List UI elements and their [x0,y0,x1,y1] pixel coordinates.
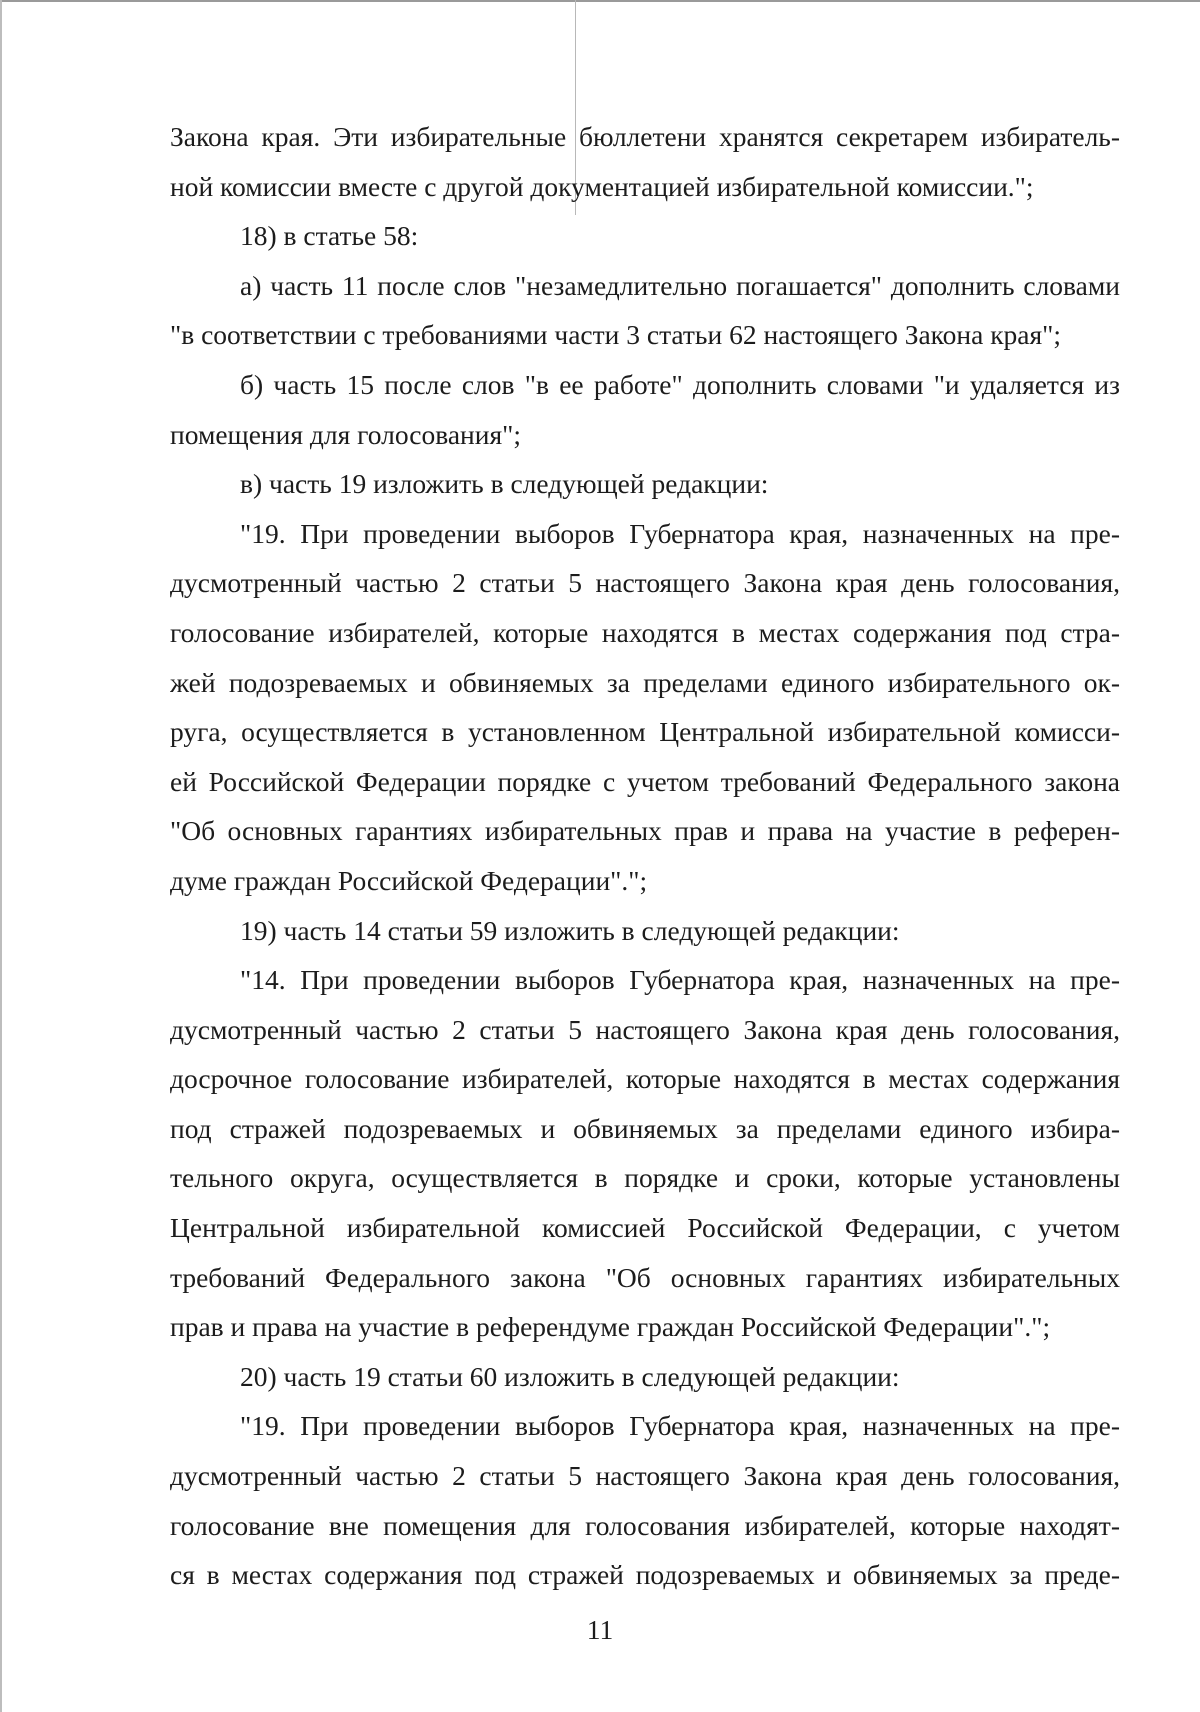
text-line: а) часть 11 после слов "незамедлительно погашается" дополнить словами [240,269,1120,301]
text-line: тельного округа, осуществляется в порядке и сроки, которые установлены [170,1162,1120,1194]
text-line: "19. При проведении выборов Губернатора края, назначенных на пре- [240,1410,1120,1442]
text-line: дусмотренный частью 2 статьи 5 настоящего Закона края день голосования, [170,1013,1120,1045]
text-line: жей подозреваемых и обвиняемых за пределами единого избирательного ок- [170,666,1120,698]
text-line: дусмотренный частью 2 статьи 5 настоящего Закона края день голосования, [170,1460,1120,1492]
text-line: требований Федерального закона "Об основных гарантиях избирательных [170,1261,1120,1293]
text-line: "Об основных гарантиях избирательных прав и права на участие в референ- [170,815,1120,847]
text-line: 19) часть 14 статьи 59 изложить в следующей редакции: [240,914,900,946]
text-line: руга, осуществляется в установленном Центральной избирательной комисси- [170,716,1120,748]
text-line: "19. При проведении выборов Губернатора края, назначенных на пре- [240,517,1120,549]
text-line: 20) часть 19 статьи 60 изложить в следующей редакции: [240,1360,900,1392]
text-line: ей Российской Федерации порядке с учетом требований Федерального закона [170,765,1120,797]
text-line: думе граждан Российской Федерации"."; [170,864,648,896]
text-line: в) часть 19 изложить в следующей редакции: [240,468,769,500]
text-line: Центральной избирательной комиссией Российской Федерации, с учетом [170,1212,1120,1244]
text-line: голосование вне помещения для голосования избирателей, которые находят- [170,1509,1120,1541]
text-line: 18) в статье 58: [240,220,419,252]
page-number: 11 [586,1614,614,1645]
text-line: дусмотренный частью 2 статьи 5 настоящего Закона края день голосования, [170,567,1120,599]
text-line: б) часть 15 после слов "в ее работе" дополнить словами "и удаляется из [240,368,1120,400]
scan-edge-left [0,0,2,1712]
text-line: помещения для голосования"; [170,418,522,450]
text-line: "14. При проведении выборов Губернатора края, назначенных на пре- [240,964,1120,996]
text-line: ся в местах содержания под стражей подозреваемых и обвиняемых за преде- [170,1559,1120,1591]
text-line: голосование избирателей, которые находятся в местах содержания под стра- [170,616,1120,648]
text-line: под стражей подозреваемых и обвиняемых за пределами единого избира- [170,1112,1120,1144]
text-line: Закона края. Эти избирательные бюллетени хранятся секретарем избиратель- [170,121,1120,152]
document-body [170,112,1120,1600]
text-line: прав и права на участие в референдуме граждан Российской Федерации"."; [170,1311,1051,1343]
text-line: досрочное голосование избирателей, которые находятся в местах содержания [170,1063,1120,1095]
text-line: "в соответствии с требованиями части 3 статьи 62 настоящего Закона края"; [170,319,1062,351]
text-line: ной комиссии вместе с другой документацией избирательной комиссии."; [170,170,1034,202]
scan-edge-top [0,0,1200,2]
